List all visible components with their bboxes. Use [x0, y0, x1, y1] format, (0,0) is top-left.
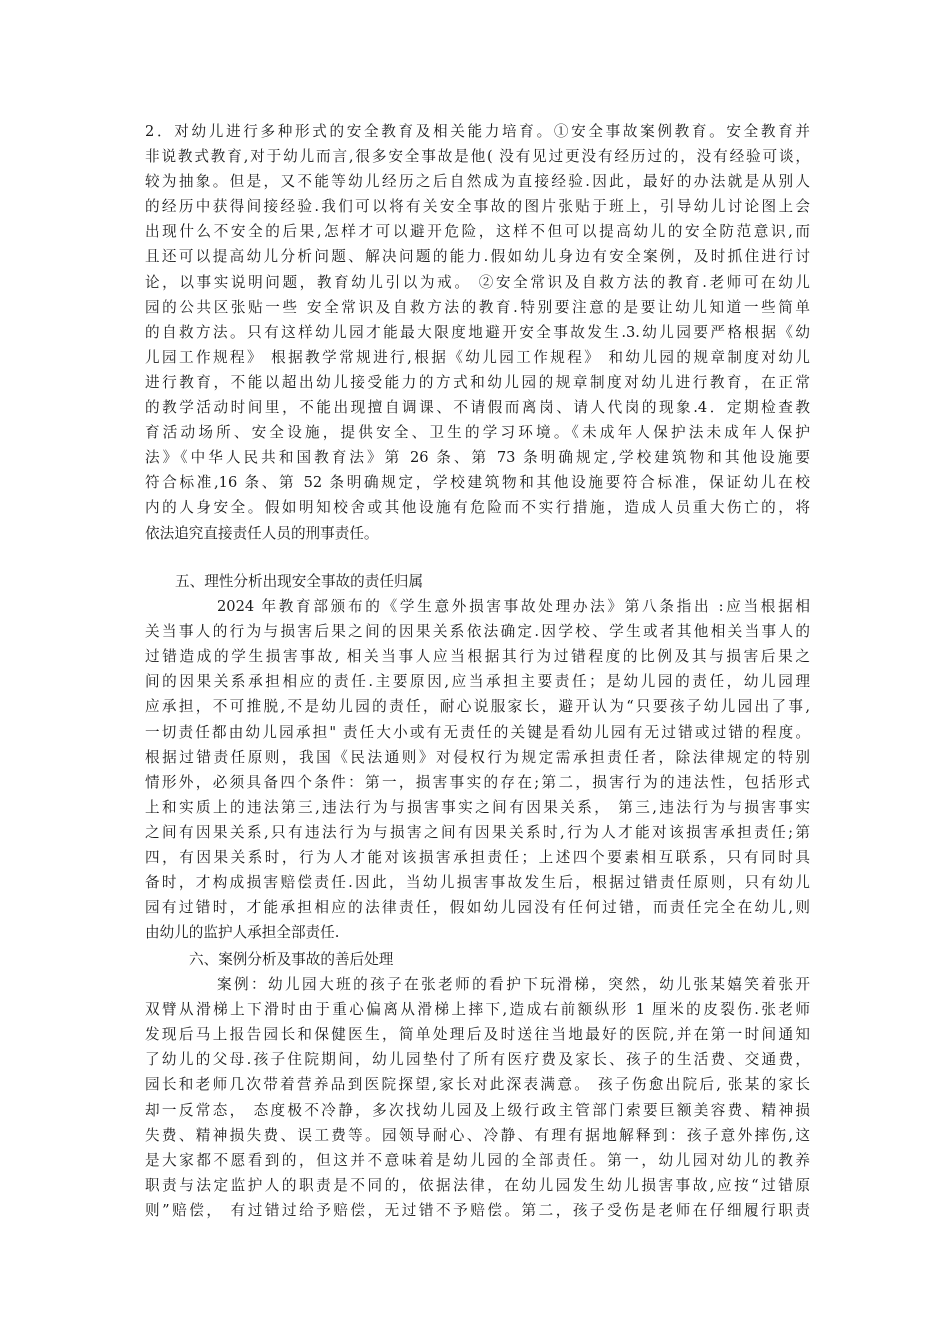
text-line: 且还可以提高幼儿分析问题、解决问题的能力.假如幼儿身边有安全案例，及时抓住进行讨	[145, 248, 810, 266]
text-line: 双臂从滑梯上下滑时由于重心偏离从滑梯上摔下,造成右前额纵形 1 厘米的皮裂伤.张老师	[145, 1001, 810, 1019]
text-line: 四，有因果关系时，行为人才能对该损害承担责任；上述四个要素相互联系，只有同时具	[145, 849, 810, 867]
text-line: 则”赔偿， 有过错过给予赔偿，无过错不予赔偿。第二，孩子受伤是老师在仔细履行职责	[145, 1201, 810, 1219]
text-line: 园有过错时，才能承担相应的法律责任，假如幼儿园没有任何过错，而责任完全在幼儿,则	[145, 899, 810, 917]
text-line: 出现什么不安全的后果,怎样才可以避开危险，这样不但可以提高幼儿的安全防范意识,而	[145, 223, 810, 241]
text-line: 法》《中华人民共和国教育法》第 26 条、第 73 条明确规定,学校建筑物和其他设施要	[145, 449, 810, 467]
text-line: 儿园工作规程》 根据教学常规进行,根据《幼儿园工作规程》 和幼儿园的规章制度对幼儿	[145, 348, 810, 366]
text-line: 案例：幼儿园大班的孩子在张老师的看护下玩滑梯，突然，幼儿张某嬉笑着张开	[217, 976, 810, 994]
text-line: 发现后马上报告园长和保健医生，简单处理后及时送往当地最好的医院,并在第一时间通知	[145, 1026, 810, 1044]
text-line: 的经历中获得间接经验.我们可以将有关安全事故的图片张贴于班上，引导幼儿讨论图上会	[145, 198, 810, 216]
text-line: 职责与法定监护人的职责是不同的，依据法律，在幼儿园发生幼儿损害事故,应按“过错原	[145, 1176, 810, 1194]
text-line: 了幼儿的父母.孩子住院期间，幼儿园垫付了所有医疗费及家长、孩子的生活费、交通费，	[145, 1051, 810, 1069]
section-6-body	[145, 972, 810, 1223]
text-line: 非说教式教育,对于幼儿而言,很多安全事故是他( 没有见过更没有经历过的，没有经验可谈，	[145, 148, 810, 166]
text-line: 备时，才构成损害赔偿责任.因此，当幼儿损害事故发生后，根据过错责任原则，只有幼儿	[145, 874, 810, 892]
text-line: 是大家都不愿看到的，但这并不意味着是幼儿园的全部责任。第一，幼儿园对幼儿的教养	[145, 1151, 810, 1169]
text-line: 园的公共区张贴一些 安全常识及自救方法的教育.特别要注意的是要让幼儿知道一些简单	[145, 298, 810, 316]
section-5	[145, 569, 810, 945]
text-line: 论，以事实说明问题，教育幼儿引以为戒。 ②安全常识及自救方法的教育.老师可在幼儿	[145, 273, 810, 291]
text-line: 关当事人的行为与损害后果之间的因果关系依法确定.因学校、学生或者其他相关当事人的	[145, 623, 810, 641]
text-line: 上和实质上的违法第三,违法行为与损害事实之间有因果关系， 第三,违法行为与损害事实	[145, 798, 810, 816]
text-line: 过错造成的学生损害事故, 相关当事人应当根据其行为过错程度的比例及其与损害后果之	[145, 648, 810, 666]
text-line: 之间有因果关系,只有违法行为与损害之间有因果关系时,行为人才能对该损害承担责任;第	[145, 823, 810, 841]
section-5-heading: 五、理性分析出现安全事故的责任归属	[175, 573, 424, 590]
text-line: 却一反常态， 态度极不冷静，多次找幼儿园及上级行政主管部门索要巨额美容费、精神损	[145, 1101, 810, 1119]
section-4-paragraph	[145, 119, 810, 546]
text-line: 2024 年教育部颁布的《学生意外损害事故处理办法》第八条指出 :应当根据相	[217, 598, 810, 616]
text-line: 符合标准,16 条、第 52 条明确规定，学校建筑物和其他设施要符合标准，保证幼儿在校	[145, 474, 810, 492]
text-line: 一切责任都由幼儿园承担" 责任大小或有无责任的关键是看幼儿园有无过错或过错的程度。	[145, 723, 810, 741]
text-line: 由幼儿的监护人承担全部责任.	[145, 924, 340, 942]
section-6	[145, 947, 810, 1223]
text-line: 应承担，不可推脱,不是幼儿园的责任，耐心说服家长，避开认为“只要孩子幼儿园出了事,	[145, 698, 810, 716]
text-line: 2．对幼儿进行多种形式的安全教育及相关能力培育。①安全事故案例教育。安全教育并	[145, 123, 810, 140]
text-line: 较为抽象。但是，又不能等幼儿经历之后自然成为直接经验.因此，最好的办法就是从别人	[145, 173, 810, 191]
text-line: 情形外，必须具备四个条件：第一，损害事实的存在;第二，损害行为的违法性，包括形式	[145, 773, 810, 791]
section-5-body	[145, 594, 810, 945]
text-line: 失费、精神损失费、误工费等。园领导耐心、冷静、有理有据地解释到：孩子意外摔伤,这	[145, 1126, 810, 1144]
text-line: 根据过错责任原则，我国《民法通则》对侵权行为规定需承担责任者，除法律规定的特别	[145, 748, 810, 766]
text-line: 的教学活动时间里，不能出现擅自调课、不请假而离岗、请人代岗的现象.4．定期检查教	[145, 399, 810, 417]
text-line: 依法追究直接责任人员的刑事责任。	[145, 524, 379, 542]
text-line: 育活动场所、安全设施，提供安全、卫生的学习环境。《未成年人保护法未成年人保护	[145, 424, 810, 442]
text-line: 进行教育，不能以超出幼儿接受能力的方式和幼儿园的规章制度对幼儿进行教育，在正常	[145, 373, 810, 391]
section-6-heading: 六、案例分析及事故的善后处理	[189, 951, 394, 968]
text-line: 的自救方法。只有这样幼儿园才能最大限度地避开安全事故发生.3.幼儿园要严格根据《幼	[145, 323, 810, 341]
text-line: 园长和老师几次带着营养品到医院探望,家长对此深表满意。 孩子伤愈出院后, 张某的家长	[145, 1076, 810, 1094]
text-line: 间的因果关系承担相应的责任.主要原因,应当承担主要责任；是幼儿园的责任，幼儿园理	[145, 673, 810, 691]
text-line: 内的人身安全。假如明知校舍或其他设施有危险而不实行措施，造成人员重大伤亡的，将	[145, 499, 810, 517]
